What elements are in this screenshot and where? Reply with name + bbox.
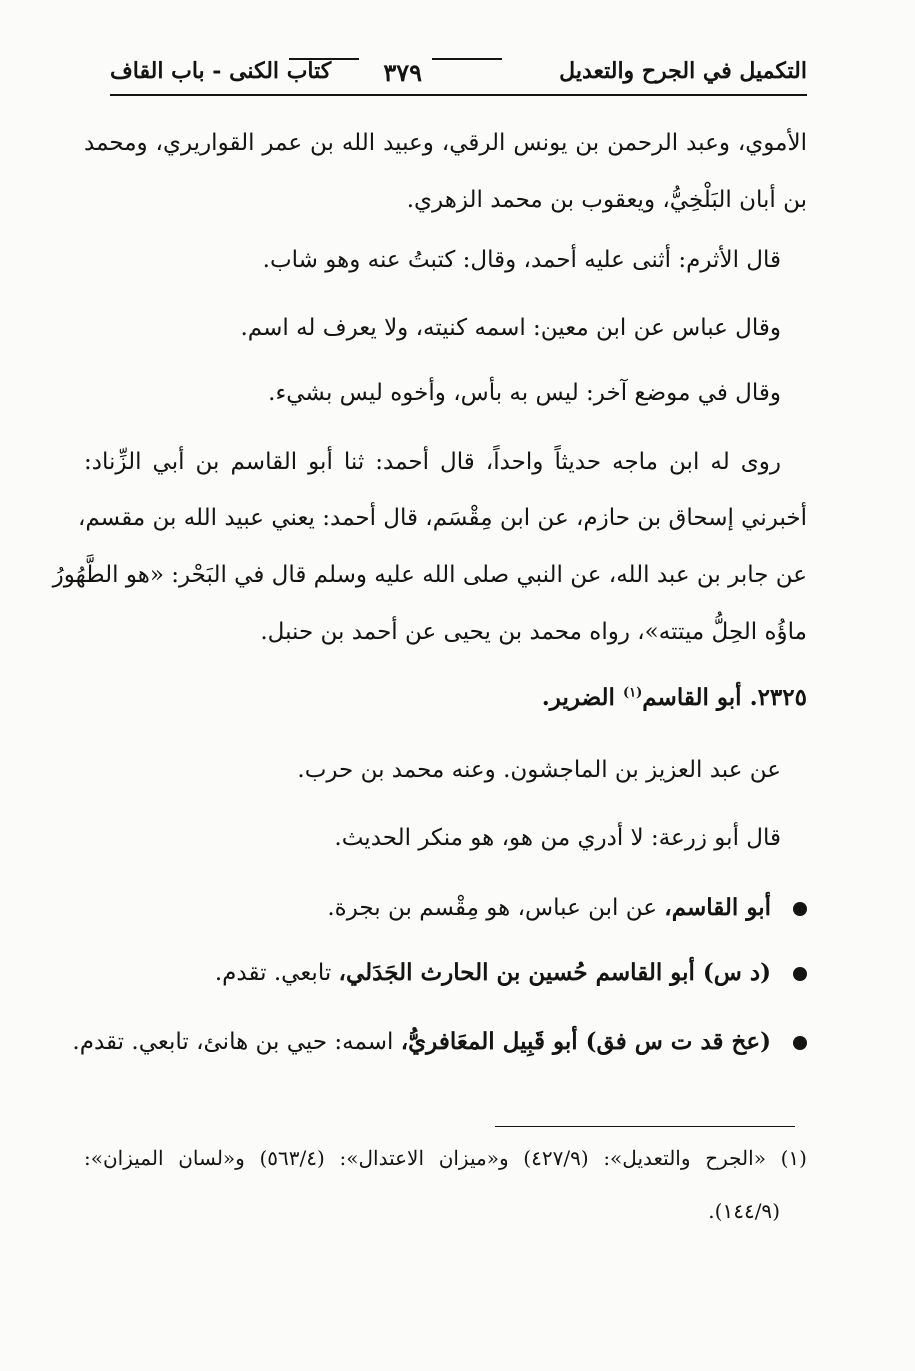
cross-reference-text: اسمه: حيي بن هانئ، تابعي. تقدم. (72, 1029, 401, 1055)
cross-reference-name: أبو القاسم، (664, 894, 771, 921)
book-title: التكميل في الجرح والتعديل (559, 58, 807, 84)
footnote-line: (١) «الجرح والتعديل»: (٤٢٧/٩) و«ميزان الاعتدال»: (٥٦٣/٤) و«لسان الميزان»: (84, 1146, 807, 1170)
body-line: عن جابر بن عبد الله، عن النبي صلى الله عليه وسلم قال في البَحْر: «هو الطَّهُورُ (52, 562, 807, 588)
page-number: ٣٧٩ (383, 58, 422, 87)
body-line: أخبرني إسحاق بن حازم، عن ابن مِقْسَم، قال أحمد: يعني عبيد الله بن مقسم، (77, 505, 807, 531)
footnote-rule (495, 1126, 795, 1127)
body-line: ماؤُه الحِلُّ ميتته»، رواه محمد بن يحيى عن أحمد بن حنبل. (260, 619, 807, 645)
body-line: روى له ابن ماجه حديثاً واحداً، قال أحمد: ثنا أبو القاسم بن أبي الزِّناد: (84, 449, 781, 475)
section-title: كتاب الكنى - باب القاف (110, 58, 332, 84)
body-line: قال الأثرم: أثنى عليه أحمد، وقال: كتبتُ عنه وهو شاب. (262, 247, 781, 273)
header-dash (432, 58, 502, 60)
body-line: وقال عباس عن ابن معين: اسمه كنيته، ولا يعرف له اسم. (240, 315, 781, 341)
entry-line: قال أبو زرعة: لا أدري من هو، هو منكر الحديث. (334, 825, 781, 851)
entry-epithet: الضرير. (541, 684, 615, 711)
bullet-icon (793, 967, 807, 981)
header-rule (110, 94, 807, 96)
cross-reference-item (215, 955, 807, 991)
entry-heading (542, 684, 807, 711)
bullet-icon (793, 1036, 807, 1050)
entry-name: أبو القاسم (642, 684, 742, 711)
bullet-icon (793, 902, 807, 916)
footnote-line: (١٤٤/٩). (708, 1199, 780, 1223)
entry-line: عن عبد العزيز بن الماجشون. وعنه محمد بن حرب. (297, 757, 781, 783)
footnote-ref: (١) (622, 685, 643, 701)
cross-reference-name: (عخ قد ت س فق) أبو قَبِيل المعَافريُّ، (400, 1028, 771, 1055)
running-header (110, 52, 807, 92)
cross-reference-item (72, 1024, 807, 1060)
cross-reference-text: عن ابن عباس، هو مِقْسم بن بجرة. (327, 895, 665, 921)
cross-reference-item (327, 890, 807, 926)
body-line: الأموي، وعبد الرحمن بن يونس الرقي، وعبيد الله بن عمر القواريري، ومحمد (84, 130, 807, 156)
entry-number: ٢٣٢٥. (749, 684, 807, 711)
body-line: وقال في موضع آخر: ليس به بأس، وأخوه ليس بشيء. (268, 380, 781, 406)
cross-reference-name: (د س) أبو القاسم حُسين بن الحارث الجَدَلي، (338, 959, 771, 986)
body-line: بن أبان البَلْخِيُّ، ويعقوب بن محمد الزهري. (406, 187, 807, 213)
cross-reference-text: تابعي. تقدم. (214, 960, 339, 986)
